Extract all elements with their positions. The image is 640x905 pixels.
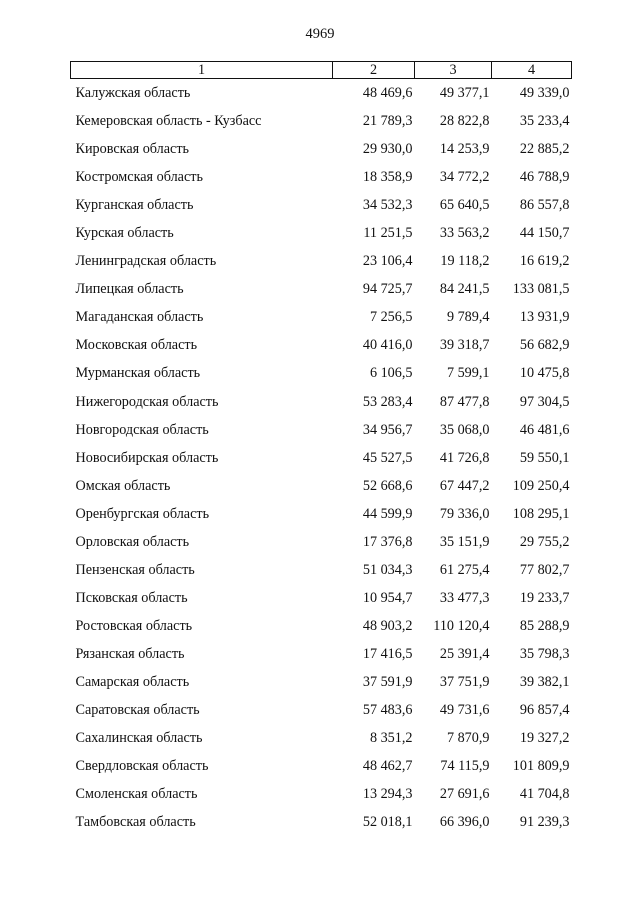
value-col-4: 41 704,8 <box>519 786 570 803</box>
region-name: Курганская область <box>75 197 194 214</box>
value-col-2: 6 106,5 <box>369 365 413 382</box>
header-col-1: 1 <box>71 62 333 79</box>
value-col-4: 35 798,3 <box>519 645 570 662</box>
value-col-4: 77 802,7 <box>519 561 570 578</box>
region-name: Новгородская область <box>75 421 209 438</box>
region-name: Смоленская область <box>75 786 198 803</box>
table-row <box>71 528 572 556</box>
value-col-4: 39 382,1 <box>519 674 570 690</box>
table-row <box>71 303 572 331</box>
value-col-4: 35 233,4 <box>519 113 570 130</box>
value-col-2: 45 527,5 <box>362 449 413 466</box>
header-col-3: 3 <box>415 62 492 79</box>
table-row <box>71 696 572 724</box>
value-col-2: 94 725,7 <box>362 281 413 298</box>
value-col-4: 85 288,9 <box>519 617 570 634</box>
region-name: Кировская область <box>75 141 190 158</box>
value-col-3: 33 563,2 <box>439 225 490 242</box>
value-col-2: 57 483,6 <box>362 702 413 719</box>
value-col-4: 19 233,7 <box>519 589 570 606</box>
region-name: Омская область <box>75 477 171 494</box>
value-col-4: 29 755,2 <box>519 533 570 550</box>
header-row <box>71 62 572 79</box>
value-col-4: 97 304,5 <box>519 393 570 410</box>
region-name: Магаданская область <box>75 309 204 326</box>
region-name: Оренбургская область <box>75 505 210 522</box>
table-row <box>71 640 572 668</box>
value-col-4: 59 550,1 <box>519 449 570 466</box>
value-col-3: 37 751,9 <box>439 674 490 690</box>
value-col-2: 48 903,2 <box>362 617 413 634</box>
value-col-2: 10 954,7 <box>362 589 413 606</box>
table-row <box>71 472 572 500</box>
region-name: Пензенская область <box>75 561 195 578</box>
region-name: Самарская область <box>75 674 190 690</box>
table-row <box>71 808 572 836</box>
value-col-3: 49 731,6 <box>439 702 490 719</box>
value-col-3: 33 477,3 <box>439 589 490 606</box>
region-name: Орловская область <box>75 533 190 550</box>
table-row <box>71 612 572 640</box>
value-col-3: 35 151,9 <box>439 533 490 550</box>
value-col-2: 13 294,3 <box>362 786 413 803</box>
region-name: Костромская область <box>75 169 203 186</box>
value-col-3: 7 599,1 <box>446 365 490 382</box>
table-row <box>71 780 572 808</box>
header-col-2: 2 <box>333 62 415 79</box>
value-col-3: 14 253,9 <box>439 141 490 158</box>
value-col-4: 109 250,4 <box>512 477 570 494</box>
header-col-4: 4 <box>492 62 572 79</box>
value-col-3: 84 241,5 <box>439 281 490 298</box>
table-row <box>71 79 572 108</box>
table-row <box>71 275 572 303</box>
region-name: Нижегородская область <box>75 393 219 410</box>
value-col-3: 41 726,8 <box>439 449 490 466</box>
region-name: Курская область <box>75 225 174 242</box>
value-col-4: 22 885,2 <box>519 141 570 158</box>
table-row <box>71 556 572 584</box>
table-row <box>71 219 572 247</box>
region-name: Рязанская область <box>75 645 185 662</box>
region-name: Свердловская область <box>75 758 209 775</box>
regional-data-table <box>70 61 572 836</box>
region-name: Ростовская область <box>75 617 193 634</box>
value-col-3: 79 336,0 <box>439 505 490 522</box>
value-col-2: 8 351,2 <box>369 730 413 747</box>
table-row <box>71 191 572 219</box>
value-col-3: 27 691,6 <box>439 786 490 803</box>
value-col-2: 23 106,4 <box>362 253 413 270</box>
value-col-3: 65 640,5 <box>439 197 490 214</box>
value-col-2: 44 599,9 <box>362 505 413 522</box>
table-row <box>71 359 572 387</box>
region-name: Сахалинская область <box>75 730 203 747</box>
page-number: 4969 <box>305 26 335 42</box>
value-col-3: 87 477,8 <box>439 393 490 410</box>
value-col-4: 91 239,3 <box>519 814 570 831</box>
value-col-4: 108 295,1 <box>512 505 570 522</box>
value-col-2: 51 034,3 <box>362 561 413 578</box>
value-col-4: 46 788,9 <box>519 169 570 186</box>
table-row <box>71 107 572 135</box>
value-col-4: 133 081,5 <box>512 281 570 298</box>
region-name: Московская область <box>75 337 198 354</box>
region-name: Липецкая область <box>75 281 184 298</box>
region-name: Мурманская область <box>75 365 201 382</box>
value-col-3: 25 391,4 <box>439 645 490 662</box>
value-col-4: 13 931,9 <box>519 309 570 326</box>
value-col-3: 74 115,9 <box>440 758 490 775</box>
value-col-4: 96 857,4 <box>519 702 570 719</box>
table-row <box>71 668 572 696</box>
region-name: Кемеровская область - Кузбасс <box>75 113 262 130</box>
value-col-2: 52 018,1 <box>362 814 413 831</box>
value-col-4: 56 682,9 <box>519 337 570 354</box>
region-name: Калужская область <box>75 85 191 102</box>
table-row <box>71 752 572 780</box>
value-col-2: 11 251,5 <box>363 225 413 242</box>
value-col-3: 28 822,8 <box>439 113 490 130</box>
value-col-2: 34 956,7 <box>362 421 413 438</box>
value-col-2: 17 376,8 <box>362 533 413 550</box>
value-col-2: 52 668,6 <box>362 477 413 494</box>
value-col-2: 18 358,9 <box>362 169 413 186</box>
value-col-4: 10 475,8 <box>519 365 570 382</box>
value-col-4: 101 809,9 <box>512 758 570 775</box>
value-col-4: 19 327,2 <box>519 730 570 747</box>
region-name: Псковская область <box>75 589 188 606</box>
value-col-2: 21 789,3 <box>362 113 413 130</box>
value-col-4: 16 619,2 <box>519 253 570 270</box>
table-row <box>71 388 572 416</box>
value-col-3: 7 870,9 <box>446 730 490 747</box>
table-row <box>71 163 572 191</box>
value-col-2: 48 469,6 <box>362 85 413 102</box>
value-col-3: 35 068,0 <box>439 421 490 438</box>
value-col-4: 44 150,7 <box>519 225 570 242</box>
value-col-3: 9 789,4 <box>446 309 490 326</box>
value-col-2: 53 283,4 <box>362 393 413 410</box>
value-col-3: 49 377,1 <box>439 85 490 102</box>
region-name: Новосибирская область <box>75 449 219 466</box>
value-col-2: 48 462,7 <box>362 758 413 775</box>
value-col-2: 17 416,5 <box>362 645 413 662</box>
value-col-2: 7 256,5 <box>369 309 413 326</box>
value-col-3: 39 318,7 <box>439 337 490 354</box>
value-col-3: 19 118,2 <box>440 253 490 270</box>
region-name: Тамбовская область <box>75 814 196 831</box>
region-name: Ленинградская область <box>75 253 217 270</box>
value-col-2: 29 930,0 <box>362 141 413 158</box>
value-col-3: 66 396,0 <box>439 814 490 831</box>
value-col-3: 61 275,4 <box>439 561 490 578</box>
value-col-4: 46 481,6 <box>519 421 570 438</box>
table-body <box>71 79 572 837</box>
value-col-2: 40 416,0 <box>362 337 413 354</box>
value-col-2: 37 591,9 <box>362 674 413 690</box>
table-row <box>71 247 572 275</box>
table-row <box>71 416 572 444</box>
value-col-4: 49 339,0 <box>519 85 570 102</box>
value-col-3: 67 447,2 <box>439 477 490 494</box>
value-col-2: 34 532,3 <box>362 197 413 214</box>
value-col-3: 34 772,2 <box>439 169 490 186</box>
table-row <box>71 724 572 752</box>
value-col-3: 110 120,4 <box>433 617 490 634</box>
table-row <box>71 331 572 359</box>
table-header <box>71 62 572 79</box>
region-name: Саратовская область <box>75 702 200 719</box>
table-row <box>71 135 572 163</box>
value-col-4: 86 557,8 <box>519 197 570 214</box>
table-row <box>71 500 572 528</box>
table-row <box>71 584 572 612</box>
table-row <box>71 444 572 472</box>
